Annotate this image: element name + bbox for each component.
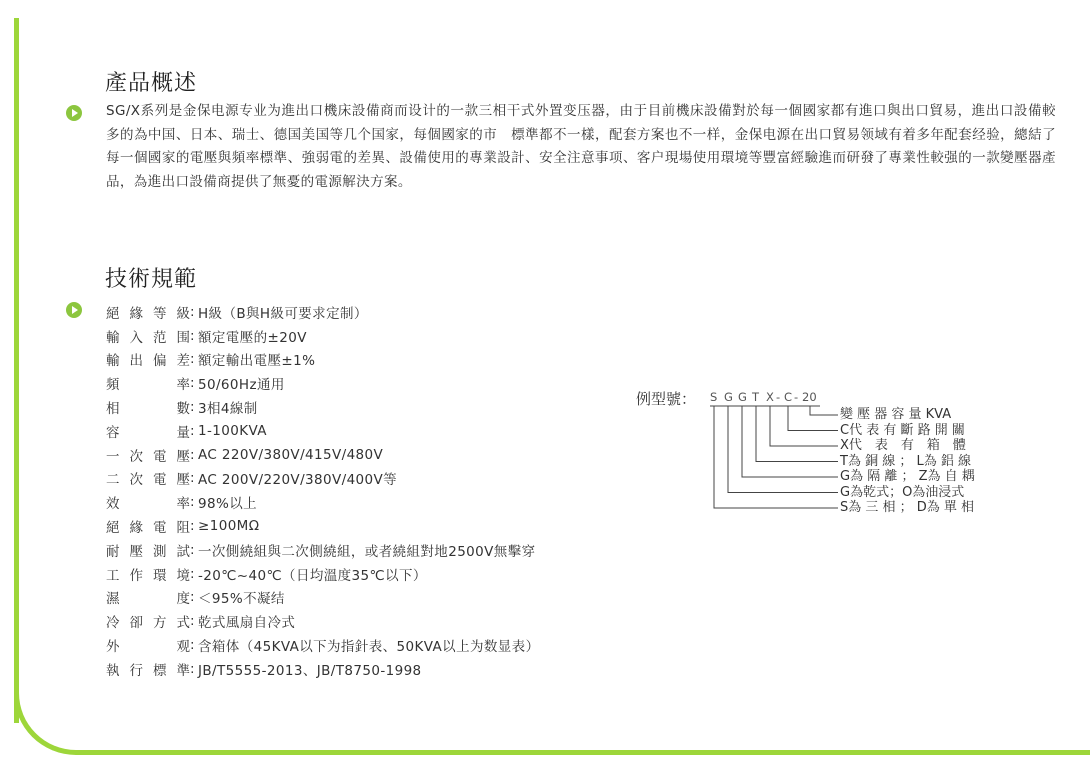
spec-colon: : [190, 541, 195, 558]
spec-label-char: 濕 [106, 591, 120, 608]
spec-colon: : [190, 446, 195, 463]
spec-label-char: 等 [153, 305, 167, 322]
spec-label-char: 一 [106, 448, 120, 465]
spec-label-char: 效 [106, 496, 120, 513]
spec-label-char: 率 [176, 377, 190, 394]
spec-label-char: 度 [176, 591, 190, 608]
spec-label [106, 349, 190, 369]
model-code-char: 20 [802, 390, 817, 404]
spec-row [106, 657, 539, 681]
spec-colon: : [190, 565, 195, 582]
spec-label-char: 壓 [176, 448, 190, 465]
spec-label-char: 入 [129, 329, 143, 346]
spec-label [106, 659, 190, 679]
spec-colon: : [190, 494, 195, 511]
spec-label [106, 564, 190, 584]
spec-label-char: 頻 [106, 377, 120, 394]
spec-value: 乾式風扇自冷式 [198, 615, 296, 632]
spec-label-char: 行 [129, 662, 143, 679]
spec-row [106, 443, 539, 467]
spec-row [106, 490, 539, 514]
spec-label-char: 電 [153, 520, 167, 537]
spec-value: 額定輸出電壓±1% [198, 353, 316, 370]
spec-colon: : [190, 399, 195, 416]
spec-label-char: 輸 [106, 329, 120, 346]
overview-bullet-icon [66, 105, 82, 121]
model-legend-item: T為 銅 線 ； L為 鋁 線 [840, 453, 971, 469]
spec-value: 一次側繞組與二次側繞組，或者繞組對地2500V無擊穿 [198, 543, 536, 560]
spec-label-char: 級 [176, 305, 190, 322]
spec-label-char: 次 [129, 472, 143, 489]
spec-row [106, 419, 539, 443]
spec-colon: : [190, 660, 195, 677]
spec-row [106, 609, 539, 633]
spec-label-char: 外 [106, 639, 120, 656]
spec-label-char: 環 [153, 567, 167, 584]
spec-value: H級（B與H級可要求定制） [198, 305, 368, 322]
spec-colon: : [190, 589, 195, 606]
spec-row [106, 633, 539, 657]
spec-label-char: 阻 [176, 520, 190, 537]
spec-label-char: 境 [176, 567, 190, 584]
overview-paragraph: SG/X系列是金保电源专业为進出口機床設備商而设计的一款三相干式外置变压器，由于目前機床設備對於每一個國家都有進口與出口貿易，進出口設備較多的為中国、日本、瑞士、德国美国等几个国家，每個國家的市 標準都不一樣，配套方案也不一样，金保电源在出口貿易领域有着多年配套经验，總結了每一個國家的電壓與頻率標準、強弱電的差異、設備使用的專業設計、安全注意事项、客户現場使用環境等豐富經驗進而研發了專業性較强的一款變壓器產品，為進出口設備商提供了無憂的電源解決方案。 [106, 103, 1056, 190]
spec-colon: : [190, 637, 195, 654]
spec-colon: : [190, 613, 195, 630]
spec-row [106, 395, 539, 419]
spec-label [106, 302, 190, 322]
spec-label-char: 執 [106, 662, 120, 679]
spec-label-char: 相 [106, 401, 120, 418]
model-legend-item: G為乾式；O為油浸式 [840, 484, 965, 500]
spec-label-char: 率 [176, 496, 190, 513]
frame-left-border [14, 18, 19, 723]
spec-row [106, 300, 539, 324]
spec-label-char: 緣 [129, 520, 143, 537]
spec-label-char: 輸 [106, 353, 120, 370]
spec-label [106, 492, 190, 512]
model-legend-item: X代 表 有 箱 體 [840, 438, 966, 453]
model-connector-line [788, 406, 838, 431]
model-code-char: - [794, 390, 799, 404]
spec-value: 含箱体（45KVA以下为指針表、50KVA以上为数显表） [198, 639, 540, 656]
model-legend [840, 407, 975, 516]
spec-label-char: 观 [176, 639, 190, 656]
spec-label [106, 468, 190, 488]
model-legend-item: 變 壓 器 容 量 KVA [840, 407, 952, 422]
spec-label-char: 作 [129, 567, 143, 584]
spec-label [106, 421, 190, 441]
overview-title: 產品概述 [105, 71, 198, 96]
spec-label-char: 壓 [176, 472, 190, 489]
model-connector-line [770, 406, 838, 446]
spec-row [106, 467, 539, 491]
spec-label [106, 540, 190, 560]
spec-value: AC 200V/220V/380V/400V等 [198, 472, 398, 489]
spec-label-char: 差 [176, 353, 190, 370]
spec-value: AC 220V/380V/415V/480V [198, 446, 384, 463]
spec-label [106, 397, 190, 417]
spec-value: 98%以上 [198, 496, 258, 513]
spec-colon: : [190, 327, 195, 344]
spec-row [106, 324, 539, 348]
spec-label [106, 587, 190, 607]
spec-label-char: 試 [176, 543, 190, 560]
spec-label-char: 量 [176, 424, 190, 441]
spec-label-char: 數 [176, 401, 190, 418]
spec-label [106, 635, 190, 655]
spec-label-char: 絕 [106, 520, 120, 537]
spec-label-char: 冷 [106, 615, 120, 632]
spec-colon: : [190, 303, 195, 320]
spec-label-char: 容 [106, 424, 120, 441]
spec-label-char: 范 [153, 329, 167, 346]
spec-colon: : [190, 351, 195, 368]
model-code-char: X [766, 390, 774, 404]
spec-value: -20℃~40℃（日均溫度35℃以下） [198, 567, 427, 584]
spec-value: 3相4線制 [198, 401, 258, 418]
spec-label-char: 電 [153, 472, 167, 489]
spec-label-char: 卻 [129, 615, 143, 632]
model-prefix: 例型號： [636, 390, 697, 408]
frame-corner [14, 690, 84, 755]
spec-colon: : [190, 375, 195, 392]
spec-value: JB/T5555-2013、JB/T8750-1998 [198, 662, 422, 679]
spec-label-char: 式 [176, 615, 190, 632]
spec-label-char: 工 [106, 567, 120, 584]
spec-label-char: 二 [106, 472, 120, 489]
spec-label-char: 電 [153, 448, 167, 465]
spec-value: 額定電壓的±20V [198, 329, 307, 346]
model-code-char: C [784, 390, 793, 404]
model-connector-line [756, 406, 838, 462]
frame-bottom-border [80, 750, 1090, 755]
spec-row [106, 371, 539, 395]
spec-label [106, 373, 190, 393]
spec-row [106, 586, 539, 610]
spec-label [106, 516, 190, 536]
spec-row [106, 348, 539, 372]
model-legend-item: C代 表 有 斷 路 開 關 [840, 422, 965, 438]
spec-value: ≥100MΩ [198, 518, 260, 535]
spec-label-char: 測 [153, 543, 167, 560]
spec-label-char: 絕 [106, 305, 120, 322]
spec-colon: : [190, 470, 195, 487]
specs-list [106, 300, 539, 681]
spec-label-char: 標 [153, 662, 167, 679]
specs-title: 技術規範 [105, 267, 198, 292]
specs-bullet-icon [66, 302, 82, 318]
spec-label-char: 偏 [153, 353, 167, 370]
spec-label-char: 次 [129, 448, 143, 465]
spec-label [106, 445, 190, 465]
model-code-char: G [724, 390, 733, 404]
spec-label-char: 壓 [129, 543, 143, 560]
spec-row [106, 562, 539, 586]
spec-label-char: 緣 [129, 305, 143, 322]
model-legend-item: G為 隔 離 ； Z為 自 耦 [840, 469, 975, 484]
model-code-char: - [776, 390, 781, 404]
spec-colon: : [190, 422, 195, 439]
spec-value: ＜95%不凝结 [198, 591, 285, 608]
spec-label [106, 326, 190, 346]
spec-label-char: 準 [176, 662, 190, 679]
model-connector-line [728, 406, 838, 493]
spec-row [106, 514, 539, 538]
spec-value: 1-100KVA [198, 422, 267, 439]
spec-label-char: 围 [176, 329, 190, 346]
spec-colon: : [190, 518, 195, 535]
spec-value: 50/60Hz通用 [198, 377, 285, 394]
spec-label-char: 出 [129, 353, 143, 370]
spec-label-char: 耐 [106, 543, 120, 560]
model-code-char: S [710, 390, 718, 404]
model-connector-line [810, 406, 838, 415]
model-connector-lines [636, 388, 856, 523]
model-code-char: G [738, 390, 747, 404]
spec-label [106, 611, 190, 631]
spec-row [106, 538, 539, 562]
model-legend-item: S為 三 相 ； D為 單 相 [840, 500, 975, 515]
spec-label-char: 方 [153, 615, 167, 632]
model-code-char: T [752, 390, 760, 404]
